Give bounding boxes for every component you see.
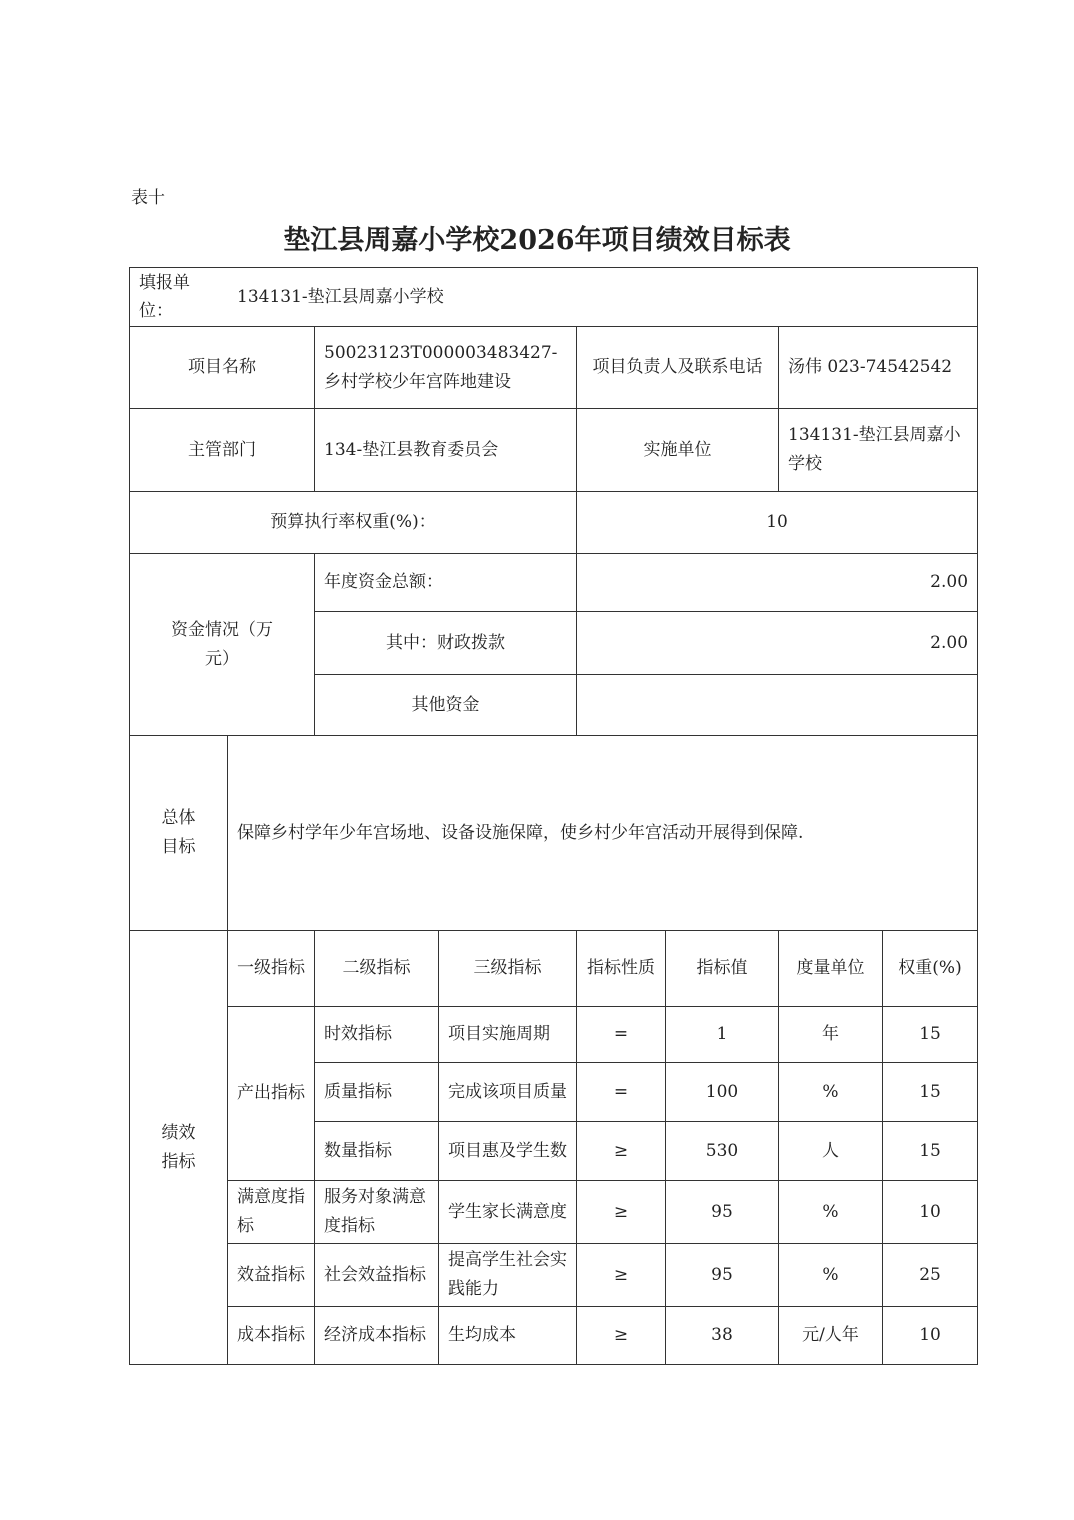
reporting-unit-label: 填报单位： xyxy=(139,273,190,321)
performance-target-table xyxy=(129,267,978,1365)
header-value: 指标值 xyxy=(666,931,779,1007)
level3-cell: 提高学生社会实践能力 xyxy=(439,1244,577,1307)
level1-cell: 成本指标 xyxy=(228,1307,315,1365)
level2-cell: 数量指标 xyxy=(315,1122,439,1181)
value-cell: 95 xyxy=(666,1181,779,1244)
page-title: 垫江县周嘉小学校2026年项目绩效目标表 xyxy=(283,225,791,256)
reporting-unit-row xyxy=(130,268,978,327)
weight-cell: 25 xyxy=(883,1244,978,1307)
budget-weight-label: 预算执行率权重(%)： xyxy=(130,492,577,554)
nature-cell: = xyxy=(577,1063,666,1122)
header-unit: 度量单位 xyxy=(779,931,883,1007)
funds-other-value xyxy=(577,675,978,736)
value-cell: 100 xyxy=(666,1063,779,1122)
value-cell: 1 xyxy=(666,1007,779,1063)
value-cell: 38 xyxy=(666,1307,779,1365)
weight-cell: 10 xyxy=(883,1307,978,1365)
funds-label: 资金情况（万元） xyxy=(130,554,315,736)
level3-cell: 生均成本 xyxy=(439,1307,577,1365)
implementer-label: 实施单位 xyxy=(577,409,779,492)
level2-cell: 质量指标 xyxy=(315,1063,439,1122)
department-label: 主管部门 xyxy=(130,409,315,492)
header-weight: 权重(%) xyxy=(883,931,978,1007)
unit-cell: % xyxy=(779,1244,883,1307)
project-name-label: 项目名称 xyxy=(130,327,315,409)
nature-cell: ≥ xyxy=(577,1244,666,1307)
performance-header-row xyxy=(130,931,978,1007)
table-row xyxy=(130,1244,978,1307)
level1-cell: 效益指标 xyxy=(228,1244,315,1307)
funds-total-label: 年度资金总额： xyxy=(315,554,577,612)
header-nature: 指标性质 xyxy=(577,931,666,1007)
table-row xyxy=(130,1307,978,1365)
project-name-value: 50023123T000003483427-乡村学校少年宫阵地建设 xyxy=(315,327,577,409)
value-cell: 95 xyxy=(666,1244,779,1307)
header-level3: 三级指标 xyxy=(439,931,577,1007)
level1-cell: 产出指标 xyxy=(228,1007,315,1181)
department-row xyxy=(130,409,978,492)
project-row xyxy=(130,327,978,409)
unit-cell: 元/人年 xyxy=(779,1307,883,1365)
level3-cell: 学生家长满意度 xyxy=(439,1181,577,1244)
level2-cell: 时效指标 xyxy=(315,1007,439,1063)
nature-cell: ≥ xyxy=(577,1181,666,1244)
weight-cell: 15 xyxy=(883,1007,978,1063)
value-cell: 530 xyxy=(666,1122,779,1181)
department-value: 134-垫江县教育委员会 xyxy=(315,409,577,492)
nature-cell: = xyxy=(577,1007,666,1063)
level3-cell: 完成该项目质量 xyxy=(439,1063,577,1122)
funds-other-label: 其他资金 xyxy=(315,675,577,736)
funds-total-value: 2.00 xyxy=(577,554,978,612)
unit-cell: 人 xyxy=(779,1122,883,1181)
goal-value: 保障乡村学年少年宫场地、设备设施保障，使乡村少年宫活动开展得到保障. xyxy=(228,736,978,931)
level3-cell: 项目惠及学生数 xyxy=(439,1122,577,1181)
table-row xyxy=(130,1181,978,1244)
nature-cell: ≥ xyxy=(577,1307,666,1365)
goal-row xyxy=(130,736,978,931)
level1-cell: 满意度指标 xyxy=(228,1181,315,1244)
level3-cell: 项目实施周期 xyxy=(439,1007,577,1063)
level2-cell: 社会效益指标 xyxy=(315,1244,439,1307)
weight-cell: 15 xyxy=(883,1063,978,1122)
unit-cell: % xyxy=(779,1181,883,1244)
header-level2: 二级指标 xyxy=(315,931,439,1007)
budget-weight-row xyxy=(130,492,978,554)
nature-cell: ≥ xyxy=(577,1122,666,1181)
funds-fiscal-label: 其中：财政拨款 xyxy=(315,612,577,675)
level2-cell: 经济成本指标 xyxy=(315,1307,439,1365)
implementer-value: 134131-垫江县周嘉小学校 xyxy=(779,409,978,492)
goal-label: 总体目标 xyxy=(130,736,228,931)
unit-cell: 年 xyxy=(779,1007,883,1063)
table-tag: 表十 xyxy=(131,188,165,208)
weight-cell: 10 xyxy=(883,1181,978,1244)
performance-label: 绩效指标 xyxy=(130,931,228,1365)
level2-cell: 服务对象满意度指标 xyxy=(315,1181,439,1244)
unit-cell: % xyxy=(779,1063,883,1122)
budget-weight-value: 10 xyxy=(577,492,978,554)
contact-label: 项目负责人及联系电话 xyxy=(577,327,779,409)
reporting-unit-value: 134131-垫江县周嘉小学校 xyxy=(237,286,444,307)
funds-total-row xyxy=(130,554,978,612)
weight-cell: 15 xyxy=(883,1122,978,1181)
contact-value: 汤伟 023-74542542 xyxy=(779,327,978,409)
funds-fiscal-value: 2.00 xyxy=(577,612,978,675)
table-row xyxy=(130,1007,978,1063)
header-level1: 一级指标 xyxy=(228,931,315,1007)
